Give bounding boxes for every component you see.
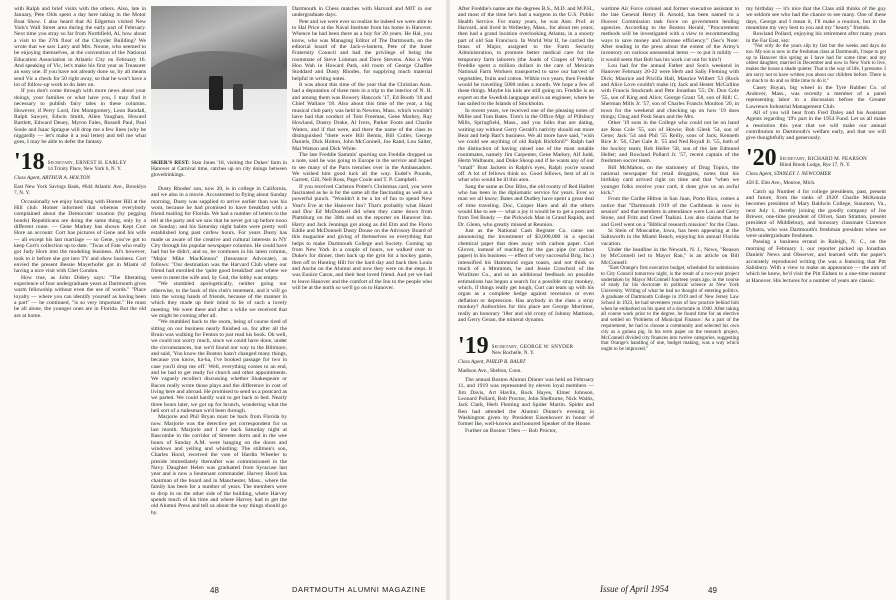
paragraph: my birthday — it's nice that the Class still thinks of the guy we seldom see who had the chance to see many. One of these days, George and I mean it, I'll make a reunion, but in the meantime my very best to you and my "hearty" friends. (746, 6, 886, 32)
paragraph: Just as the National Cash Register Co. came out announcing the investment of $3,000,000 in a special chemical paper that does away with carbon paper. Curt Glover, instead of reaching for the gas pipe (or carbon paper) in his business — effect of very successful Brig. Inc.) intensified his Hammond organ toasts, and not think so much of a Mmmmm, he and Jessie Crawford of the Wurlitzer Co., and so an additional feedback on possible estimations has begun a search for a possible stray monkey, which, if things really get tough, Curt can team up with his organ as a complete hedge against recession or even deflation or depression. Has anybody in the class a stray monkey? Authorities for this place are George Mortimer, really an honorary '18er and old crony of Johnny Mattison, and Gerry Geran, the mineral dynamo. (458, 228, 594, 323)
class-agent: Class Agent, STANLEY J. NEWCOMER (746, 170, 831, 177)
paragraph: The late Freddie Sammis' sporting son Freddie dropped us a note, said he was going to Europe in the service and hoped to see many of the Paris trenches over in the Ambassadors. We wished him good luck all the way. Eudel's Pounds, Garrett, Gill, Nell Ross, Page Coole and T. P. Campbell. (292, 151, 432, 184)
paragraph: "We stumbled back to the room, being of course tired of sitting on our business nearly finished so, for after all the Bruin was walking for Fenton to just read his book. Oh well, we could not worry much, since we could have done, under the circumstances, but we'd found our way to the Biltmore, and said, 'You know the Boston hasn't changed many things, because you know, ha-ha, I've booked passage for two in case you'll drop me off.' Well, everything comes to an end, and he had to get ready for church and other appointments. We vaguely recollect discussing whether Shakespeare or Bacon really wrote those plays and the difference in cost of living here and abroad. He promised to send us a postcard as we parted. We could hardly wait to get back to bed. Nearly three hours later, we got up for brunch, wondering what the hell sort of a rudesman we'd been through. (151, 319, 287, 415)
paragraph: The annual Boston Alumni Dinner was held on February 11, and 1919 was represented by eleven loyal members — Jim Davis, Art Havlin, Rock Hayes, Elmer Johnson, Leonard Pollard, Bob Proctor, John Shelburne, Nick Waltis, Jack Clark, Herb Fleming and Spider Martin. Spider and Ben had attended the Alumni Dinner's evening in Washington given by President Eisenhower in honor of former Ike, well-known and honored Speaker of the House. (458, 377, 594, 428)
paragraph: If you received Carleton Potter's Christmas card, you were fascinated as he is for the same all the fascinating as well as a powerful punch. "Wouldn't it be a lot of fun to spend New Year's Eve at the Hanover Inn? That's probably what Hazel and Doc Ed McDonnell did when they came down from Plattsburg on the 30th and on the reporter on Hanover Inn. Harry and Jack Jennings got along as did Elm and the Florio Eddie and McDonnell Dusty Douse on the Advisory Board of this magazine and giving of themselves so everything that helps to make Dartmouth College and Society. Coming up from New York in a couple of hours, we walked over to Duke's for dinner, then back up the gym for a hockey game, then off to Hunting Hill for the hard day and back then Louis and Aoche on the Alumni and now they were on the steps. It was Eunice Caton, and their best loved friend. And yet we had to leave Hanover and the comfort of the Inn to the people who will be at the north so we'll go on to Hanover. (292, 183, 432, 292)
paragraph: Pete and we were ever so realize he indeed we were able to to Hal Price at the Naval Institute from his home in Hanover. Whence he had been there as a boy for 20 years. He Hal, you know, who was Managing Editor of The Dartmouth, on the editorial board of the Jack-o-lantern, Pete of the Inner Fraternity Council and had the privilege of being the roommate of Steve Lohman and Dave Stevens. Also a Wah Hoo Wah in Howard Park, old room of George Chaffee Stoddard and Dusty Rhodes, for supplying much material helpful in writing notes. (292, 18, 432, 82)
paragraph: Other '19 sons in the College who could not be on hand are Ross Cole '55, son of Howie; Bob Glesk '54, son of Gene; Jack '54 and Phil '55 Reilly, sons of Jack; Kenneth Rice Jr. '56, Chet Gale Jr. '55 and Ned Royall Jr. '55, both of the hockey team; Bob Heller '58, son of the late Edmund Heller; and Rowland Pollard Jr. '57, recent captain of the freshmen soccer team. (601, 120, 739, 165)
paragraph: Bill McMahon, on the stationery of Drug Topics, the national newspaper for retail druggists, notes that his birthday card arrived right on time and that "when we younger folks receive your card, it does give us an awful kick." (601, 164, 739, 196)
paragraph: After Freddie's name are the degrees B.S., M.D. and M.P.H., and most of the time he's had a surgeon in the U.S. Public Health Service. For many years, he was Asst. Prof. at Harvard, and lived in Wellesley, Mass., for about ten years; then had a grand location overlooking Atlanta, in a snooty part of old San Francisco. In World War II, he carried the brass of Major, assigned to the Farm Security Administration, to promote better medical care for the temporary farm laborers (the Joads of Grapes of Wrath). Freddie spent a million dollars in the care of Mexican National Farm Workers transported to save our harvest of vegetables, fruits and cotton. Within two years, then Freddie would be travelling 5000 miles a month. We hope a few of these things. Maybe his kids are still going on. Freddie is an expert on the Swedish language and is an engineer, where he has sailed to the Islands of Stockholm. (458, 6, 594, 108)
paragraph: Dusty Rhodes' son, now 20, is in college in California, and we also in a movie. Accustomed to flying about Sunday morning, Dusty was supplied to arrive earlier than was his wont, because he had promised to have breakfast with a friend mailing for Florida. We had a number of letters to the tell at the party and we saw that he never got up before noon on Sunday; and his Saturday night habits were pretty well established long past curfew hours. For years Dusty has made us aware of the creative and cultural interests in NY City through his popular newspaper columns. He could have had but he didn't, and so, he continues in his latest column, "Major Mike MacKinnon" (Insurance Advocate), as follows: "Our destination was the Harvard Club where our friend had enrolled the 'quite good breakfast' and where we were to meet the wife and, by God, the lobby was empty. (151, 186, 287, 281)
class-secretary: Secretary, RICHARD M. PEARSON (779, 155, 868, 162)
caption-text: Stan Jones '18, visiting the Dukes' farm in Hanover at Carnival time, catches up on city doings between glovedrinkings. (151, 160, 287, 179)
right-column-1-lower (458, 336, 594, 566)
paragraph: From the Caribe Hilton in San Juan, Porto Rico, comes a notice that "Dartmouth 1919 of the Caribbean is now in session" and that members in attendance were Lou and Gerry Stone, and Fritz and Greef Tsakini. Lou also claims that he and Greif went on a "Biblical research mission" for the Class. (601, 196, 739, 228)
right-page-number: 49 (708, 586, 717, 595)
class-agent: Class Agent, PHILIP B. BALBT (458, 359, 526, 365)
paragraph: Passing a business errand in Raleigh, N. C., on the morning of February 1, our reporter picked up Jonathan Daniels' News and Observer, and learned with the paper's accurately reproduced writing (he was a featuring that Pitt Salisbury. With a view to make an appearance — the aim of which he knew, he'd visit the Pitt Eidsen to a one-time mentor at Hanover. His lectures for a number of years are classic. (746, 239, 886, 284)
right-column-2 (601, 6, 739, 566)
right-column-1 (458, 6, 594, 336)
left-column-3 (292, 6, 432, 566)
left-column-1 (14, 6, 146, 566)
left-column-2 (151, 186, 287, 566)
paragraph: Lou had for the annual Father and Son's weekend in Hanover February 20-22 were Herb and Sally Fleming with Dick; Maurice and Pricilla Hall, Maurice Wilbert '53 (Rock and Alice Love couldn't make it); Jack and Hester McCollins with Francis Stuckrath and Pete Jonathan '55; Dr. Don Cole '55, son of King and Alice; George Grant '58, son of Bill; C. Sherman Mills Jr. '57, son of Charles Francis Moulton '20, in town for the weekend and checking up on how '19 does things; Chug and Posh Sears and the Mrs. (601, 63, 739, 120)
class-heading-18 (14, 148, 146, 175)
paragraph: Catch up Number 4 for college presidents, past, present and future, from the ranks of 1920! Charlie McKenzie becomes president of Mary Baldwin College, Staunton, Va., next July 1, thereby joining the goodly company of Joe Brewer, one-time president of Olivet, Sam Stratton, present president of Middlebury, and honorary classmate Clarence Dykstra, who was Dartmouth's freshman president when we were undergraduate freshmen. (746, 188, 886, 240)
caption-title: SKIER'S REST: (151, 160, 190, 166)
photo-caption (151, 160, 287, 179)
magazine-title: DARTMOUTH ALUMNI MAGAZINE (292, 585, 427, 594)
paragraph: Dartmouth in Chess matches with Harvard and MIT in our undergraduate days. (292, 6, 432, 19)
paragraph: with Ralph and brief visits with the others. Also, late in January, Pete Olds spent a day here taking in the Motor Boat Show. I also heard that Al Edgerton visited New York's Wall Street area during the early part of February. Next time you stray so far from Northfield, Al, how about a visit to the 27th floor of the Chrysler Building? We wrote that we saw Larry and Mrs. Noone, who seemed to be enjoying themselves, at the convention of the National Education Association in Atlantic City on February 16. And speaking of Vic, let's make his first year as Treasurer an easy one. If you have not already done so, by all means send Vic a check for 50 right away, so that he won't have a lot of follow-up work to do later on. (14, 6, 146, 89)
skier-photo (151, 6, 287, 156)
class-address: Blind Brook Lodge, Rye 17, N. Y. (779, 161, 851, 168)
right-page (450, 0, 896, 600)
class-agent: Class Agent, ARTHUR A. HOLTON (14, 174, 91, 181)
quoted-paragraph: "Not only do the years slip by fast but the weeks and days do too. My son is now in the freshman class at Dartmouth, I hope to get up to Hanover this spring as I have had for some time; and my oldest daughter, married in December and now in New York to live, makes the house a shade quieter. That is the way of life, I presume. I am sorry not to have written you about our children before. There is so much to do and so little time to do it." (746, 43, 886, 84)
left-page-number: 48 (210, 586, 219, 595)
paragraph: All of you will hear from Fred Daley and his Assistant Agents regarding '19's part in the 1954 Fund. Let us all make a resolution this year that we will make our annual contribution to Dartmouth's welfare early, and that we will give thoughtfully and generously. (746, 110, 886, 142)
paragraph: In recent years, we received one of the pleasing notes of Millie and Tom Bates. Tom's in the Office Mgr. of Pillsbury Mills, Springfield, Mass., and you folks that are dating, waiting say without Gerry Gerald's nativity should eat more Bear and help Bart's business. We all more have said, "wish we could see anything of old Ralph Bickford?" Ralph had the distinction of having raised one of the most notable roommates, namely Jim Carpenter, Gene Markey, Alf Judd, Herm Walbaum, and Duke Shoup and if he wants any of our "small" Bust Jackets in Ralph's eyes, Ralph you're sound off. A lot of fellows think so. Good fellows, best of all is what who would be ill this area. (458, 107, 594, 184)
left-page (0, 0, 446, 600)
paragraph: wartime Air Force colonel and former executive assistant to the late General Henry H. Arnold, has been named to a Hoover Commission task force on government lending agencies. According to the Boston Herald, "Procurement methods will be investigated with a view to recommending ways to save money and increase efficiency." (Sec's Note: After reading in the press about the extent of the Army's inventory on various unessential items — to put it mildly — it would seem that Bob has his work cut out for him!) (601, 6, 739, 63)
class-year: '20 (746, 144, 777, 171)
quoted-paragraph: "East Orange's first executive budget, scheduled for submission to City Council tomorrow night, is the result of a two-year project undertaken by Mayor McConnell fourteen years ago, in the course of study for his doctorate in political science at New York University. Writing of what he had no thought of entering politics. A graduate of Dartmouth College in 1919 and of New Jersey Law School in 1923, he had seventeen years of law practice behind him when he embarked on his quest of a doctorate in 1940. After taking all course work prior to the degree, he found time for an elective and settled on 'Problems of Municipal Finance.' As a part of the requirement, he had to choose a community and selected his own city as a guinea pig. In his term paper on the research project, McConnell divided city finances into twelve categories, suggesting that Orange's handling of one, budget making, was a way which ought to be improved." (601, 265, 739, 353)
issue-date: Issue of April 1954 (600, 584, 669, 594)
paragraph: Sang the same as Doc Bliss, the old roomy of Red Hallett who has been in the diplomatic service for years. Ever so man we all know; Bates and Dudley have spent a great deal of time traveling. Doc, Cooper Hare and all the others would like to see — what a joy it would be to get a postcard from Ted Bundy — the Pickwick Man in Grand Rapids, and Dr. Glenn, who greatly missed at Reunion. (458, 183, 594, 228)
paragraph: If you don't come through with more news about your doings, your families or what have you, I may find it necessary to publish fairy tales in these columns. However, if Perry Lord, Jim Montgomery, Leon Randall, Ralph Sawyer, Edwin Smith, Allen Vaughan, Howard Bartlett, Edward Deuey, Myron Fales, Russell Paul, Paul Soule and Isaac Sprague will drop me a few lines (why be niggardly — let's make it a real letter) and tell me what goes, I may be able to defer the fantasy. (14, 88, 146, 146)
paragraph: Si Stein of Muscatine, Iowa, has been appearing at the Saltsworth in the Miami Beach, enjoying his annual Florida vacation. (601, 228, 739, 247)
paragraph: "We stumbled apologetically, neither going nor otherwise, to the back of this club's tenement, and it will go into the wrong hands of friends, because of the manner in which they made up their mind to be of such a lovely meeting. We were there and after a while we received that we might be coming after all. (151, 281, 287, 319)
paragraph: Rowland Pollard, enjoying his retirement after many years in the Far East, sez: (746, 31, 886, 44)
class-agent-address: East New York Savings Bank, #644 Atlantic Ave., Brooklyn 7, N. Y. (14, 183, 146, 196)
class-year: '19 (458, 336, 489, 359)
class-year: '18 (14, 148, 45, 175)
paragraph: How true, as John Didery says: "The liberating experience of four undergraduate years at Dartmouth gives warm fellowship without even the use of words." "Place loyalty — where you can identify yourself as having been a part" — he continued, "is so very important." He must be all alone, the younger ones are in Florida. But the old are at home. (14, 274, 146, 319)
paragraph: Occasionally we enjoy lunching with Homer Hill at the Hill club. Homer informed that whereas everybody complained about the Democrats' taxation (by pegging bonds) Republicans are doing the same thing, only by a different route. — Gene Markey has shown Kept Cort Hore an account: Cort has pictures of Gene and his wife — all except his last marriage — so Gene, you've got to keep Cort's collection up to date. "Twas of Fate who really got Judy Hore into the modeling business. Al's however, took to it before she got into TV and show business. Cort envied the present Bessie Mayerhofer got in Miami of having a nice visit with Chet Condon. (14, 198, 146, 275)
right-column-3 (746, 6, 886, 566)
class-agent-address: Madison Ave., Shelton, Conn. (458, 368, 522, 374)
paragraph: Marjorie and Phil Bryan must be back from Florida by now. Marjorie was the detective pet correspondent for us last month. Marjorie and I are back Saturday night at Bascombe in the corridor of Streeter dorm and in the wee hours of Sunday A.M. were banging on the doors and windows and yelling and whistling. The stillmen's son, Charles Hood, received the vote of Hardin Wheeler to preside immediately thereafter was commissioned in the Navy. Daughter Helen was graduated from Syracuse last year and is now a lieutenant commander. Harvey Hood has chairman of the board and in Manchester, Mass., where the family has been for a number of years. The members were to drop in on the other side of the building, where Harvey spends much of his time and where Harvey had to get the old Alumni Press and tell us about the way things should go by. (151, 414, 287, 516)
class-agent-address: 458 E. Elm Ave., Monroe, Mich. (746, 179, 816, 186)
paragraph: Under the headline in the Newark, N. J., News, "Reason by McConnell led to Mayor Ran," is an article on Bill McConnell: (601, 247, 739, 266)
paragraph: Casey Boyan, big wheel in the Tyre Rubber Co. of Andover, Mass., was recently a member of a panel representing labor in a discussion before the Greater Lawrence Industrial Management Club. (746, 84, 886, 110)
class-secretary: Secretary, ERNEST H. EARLEY (47, 159, 127, 166)
class-heading-20 (746, 144, 886, 171)
class-address: New Rochelle, N. Y. (491, 350, 535, 356)
paragraph: Further on Boston '19ers — Bob Proctor, (465, 427, 557, 434)
paragraph: It was about this time of the year that the Christian Assn. had a deputation of three men in a trip to the interior of N. H. and among them was Bowery Hancock '17, Ed Booth '18 and Chief Wallace '18. Also about this time of the year, a big musical club party was held in Newton, Mass. which wouldn't have had that conduct of Tom Freeman, Gene Markey, Ray Howland, Dustry Drake, Al Ivers, Parker Foote and Charlie Waters, and if that were, and there the name of the class to distinguished "there were Bill Bemis, Bill Cutler, George Daniels, Dick Holton, John McConnell, Joe Rand, Lou Salter, Mal Watson and Dick White. (292, 82, 432, 152)
class-secretary: Secretary, GEORGE W. SNYDER (491, 344, 574, 350)
class-address: 14 Trinity Place, New York 6, N. Y. (47, 165, 122, 172)
class-heading-19 (458, 336, 594, 359)
